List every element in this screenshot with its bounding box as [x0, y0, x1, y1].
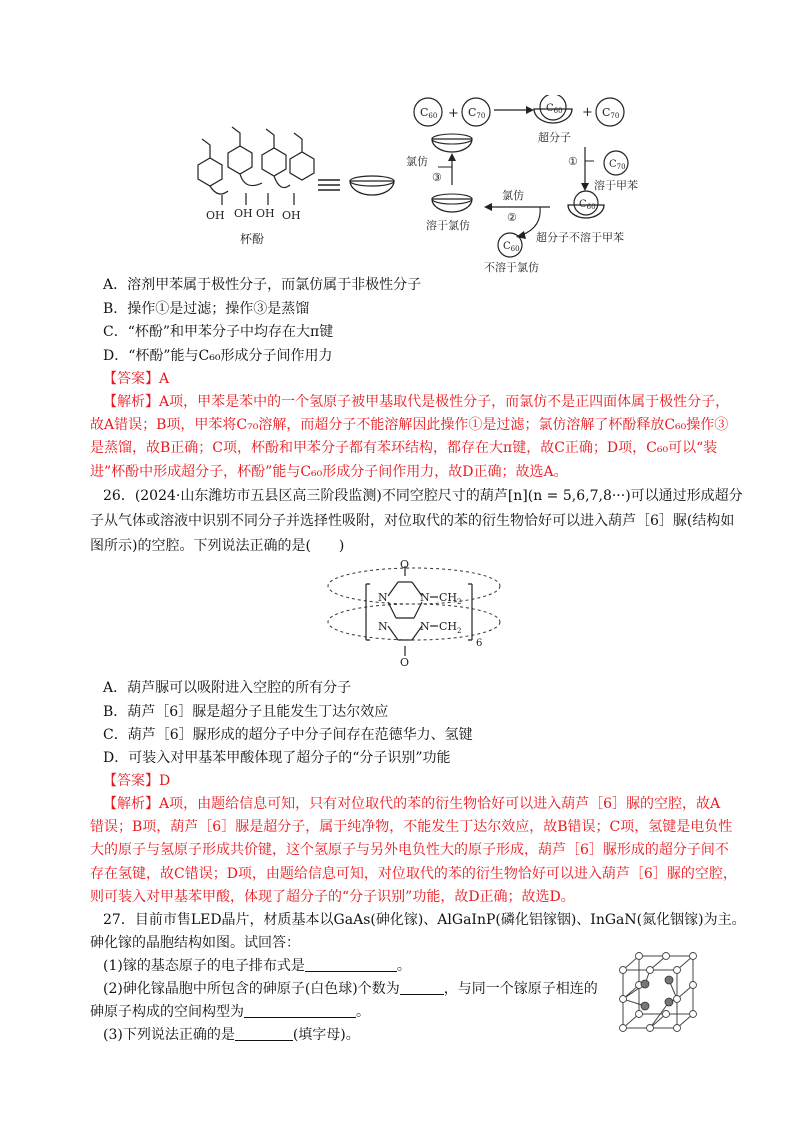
q26-analysis-line-4: 存在氢键，故C错误；D项，由题给信息可知，对位取代的苯的衍生物恰好可以进入葫芦［6］脲的空腔， [90, 866, 737, 882]
cucurbituril-structure-figure [326, 560, 506, 672]
svg-text:C60: C60 [420, 106, 438, 120]
insoluble-chloroform-label: 不溶于氯仿 [484, 261, 539, 274]
step1-label: ① [568, 155, 578, 168]
gaas-unit-cell-figure [615, 950, 705, 1040]
q27-stem-line-2: 砷化镓的晶胞结构如图。试回答： [90, 935, 300, 951]
q25-option-c: C．“杯酚”和甲苯分子中均存在大π键 [103, 324, 334, 340]
calixarene-caption: 杯酚 [240, 232, 265, 246]
svg-text:CH2: $CH_2$ [439, 591, 462, 606]
q26-analysis-line-3: 大的原子与氢原子形成共价键，这个氢原子与另外电负性大的原子形成，葫芦［6］脲形成的超分子间不 [90, 842, 729, 858]
q25-analysis-line-4: 进”杯酚中形成超分子，杯酚”能与C₆₀形成分子间作用力，故D正确；故选A。 [90, 464, 568, 480]
q25-option-d: D．“杯酚”能与C₆₀形成分子间作用力 [103, 348, 333, 364]
svg-text:C60: $C_{60}$ [503, 241, 520, 253]
svg-text:C60: $C_{60}$ [546, 103, 563, 115]
chloroform-label-3: 氯仿 [406, 155, 428, 168]
q26-option-c: C．葫芦［6］脲形成的超分子中分子间存在范德华力、氢键 [103, 727, 473, 743]
q27-sub3: (3)下列说法正确的是 (填字母)。 [103, 1027, 360, 1043]
step3-label: ③ [432, 171, 442, 184]
calixarene-structure [198, 127, 314, 205]
q26-analysis-line-2: 错误；B项，葫芦［6］脲是超分子，属于纯净物，不能发生丁达尔效应，故B错误；C项，氢键是电负性 [90, 819, 733, 835]
svg-text:+: + [582, 105, 593, 120]
q27-sub1-answer-blank[interactable] [305, 957, 397, 972]
q27-sub2-count-blank[interactable] [400, 980, 444, 995]
svg-text:C70: C70 [602, 106, 620, 120]
carbonyl-o-bottom: O [400, 656, 410, 669]
svg-text:C70: C70 [468, 106, 486, 120]
gallium-atoms [641, 976, 673, 1010]
q25-answer: 【答案】A [103, 371, 170, 387]
nitrogen-4: N [420, 620, 430, 633]
equivalence-symbol [318, 180, 340, 190]
carbonyl-o-top: O [400, 560, 410, 571]
q26-stem-line-3: 图所示)的空腔。下列说法正确的是( ) [90, 538, 345, 554]
oh-label-4: OH [282, 209, 301, 222]
q26-stem-line-2: 子从气体或溶液中识别不同分子并选择性吸附，对位取代的苯的衍生物恰好可以进入葫芦［6］脲(结构如 [90, 513, 735, 529]
nitrogen-3: N [378, 620, 388, 633]
oh-label-3: OH [256, 207, 275, 220]
q26-stem-line-1: 26．(2024·山东潍坊市五县区高三阶段监测)不同空腔尺寸的葫芦[n](n = 5,6,7,8···)可以通过形成超分 [103, 488, 743, 504]
q27-sub2: (2)砷化镓晶胞中所包含的砷原子(白色球)个数为 ，与同一个镓原子相连的 [103, 981, 598, 997]
dissolve-toluene-label: 溶于甲苯 [594, 179, 638, 192]
oh-label-2: OH [234, 207, 253, 220]
nitrogen-1: N [378, 591, 388, 604]
q26-analysis-line-1: 【解析】A项，由题给信息可知，只有对位取代的苯的衍生物恰好可以进入葫芦［6］脲的空腔，故A [103, 796, 721, 812]
repeat-count: 6 [476, 638, 483, 649]
q27-stem-line-1: 27．目前市售LED晶片，材质基本以GaAs(砷化镓)、AlGaInP(磷化铝镓铟)、InGaN(氮化铟镓)为主。 [103, 912, 746, 928]
q25-analysis-line-3: 是蒸馏，故B正确；C项，杯酚和甲苯分子都有苯环结构，都存在大π键，故C正确；D项，C₆₀可以“装 [90, 440, 718, 456]
q26-answer: 【答案】D [103, 773, 171, 789]
plus-sign: + [448, 106, 459, 121]
bowl-symbol [350, 181, 394, 195]
q27-sub2-cont: 砷原子构成的空间构型为 。 [90, 1004, 370, 1020]
nitrogen-2: N [420, 591, 430, 604]
insoluble-toluene-label: 超分子不溶于甲苯 [536, 231, 624, 244]
q26-analysis-line-5: 则可装入对甲基苯甲酸，体现了超分子的“分子识别”功能，故D正确；故选D。 [90, 889, 575, 905]
q26-option-b: B．葫芦［6］脲是超分子且能发生丁达尔效应 [103, 704, 389, 720]
supramolecule-label: 超分子 [538, 131, 571, 144]
svg-text:C60: $C_{60}$ [579, 199, 596, 211]
svg-text:CH2: $CH_2$ [439, 620, 462, 635]
q27-sub1: (1)镓的基态原子的电子排布式是 。 [103, 958, 411, 974]
q25-option-a: A．溶剂甲苯属于极性分子，而氯仿属于非极性分子 [103, 277, 422, 293]
step2-label: ② [507, 211, 517, 224]
svg-text:C70: $C_{70}$ [609, 159, 626, 171]
q26-option-a: A．葫芦脲可以吸附进入空腔的所有分子 [103, 680, 352, 696]
q26-option-d: D．可装入对甲基苯甲酸体现了超分子的“分子识别”功能 [103, 750, 451, 766]
q27-sub2-geometry-blank[interactable] [244, 1003, 356, 1018]
calixarene-separation-figure [170, 95, 660, 275]
oh-label-1: OH [206, 209, 225, 222]
dissolve-chloroform-label: 溶于氯仿 [426, 219, 470, 232]
q25-analysis-line-1: 【解析】A项，甲苯是苯中的一个氢原子被甲基取代是极性分子，而氯仿不是正四面体属于极性分子， [103, 394, 730, 410]
chloroform-label-2: 氯仿 [502, 189, 524, 202]
q25-option-b: B．操作①是过滤；操作③是蒸馏 [103, 301, 310, 317]
q25-analysis-line-2: 故A错误；B项，甲苯将C₇₀溶解，而超分子不能溶解因此操作①是过滤；氯仿溶解了杯酚释放C₆₀操作③ [90, 417, 729, 433]
q27-sub3-answer-blank[interactable] [235, 1026, 293, 1041]
